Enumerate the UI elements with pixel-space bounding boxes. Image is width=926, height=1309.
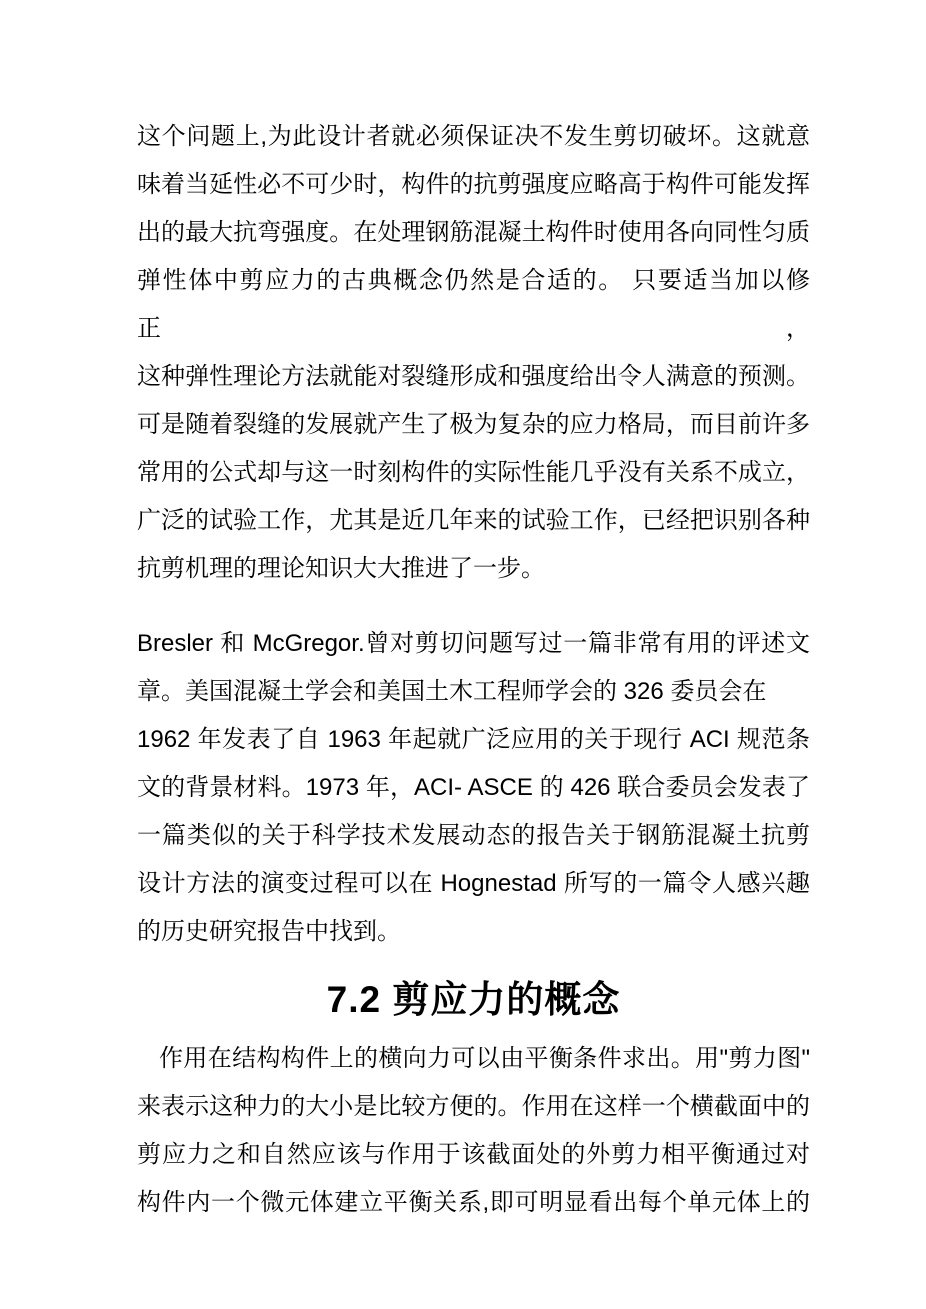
section-heading: 7.2 剪应力的概念 <box>326 979 621 1020</box>
text-line: 的历史研究报告中找到。 <box>137 918 401 945</box>
text-line: 作用在结构构件上的横向力可以由平衡条件求出。用"剪力图" <box>159 1045 810 1072</box>
text-line: 1962 年发表了自 1963 年起就广泛应用的关于现行 ACI 规范条 <box>137 726 810 753</box>
text-line: 广泛的试验工作，尤其是近几年来的试验工作，已经把识别各种 <box>137 507 810 534</box>
text-line: 这个问题上,为此设计者就必须保证决不发生剪切破坏。这就意 <box>137 123 810 150</box>
text-line: 剪应力之和自然应该与作用于该截面处的外剪力相平衡通过对 <box>137 1141 810 1168</box>
text-line: 出的最大抗弯强度。在处理钢筋混凝土构件时使用各向同性匀质 <box>137 219 810 246</box>
text-line: 可是随着裂缝的发展就产生了极为复杂的应力格局，而目前许多 <box>137 411 810 438</box>
paragraph-shear-stress-concept <box>137 1035 810 1227</box>
text-line: 这种弹性理论方法就能对裂缝形成和强度给出令人满意的预测。 <box>137 363 810 390</box>
text-line: 弹性体中剪应力的古典概念仍然是合适的。 只要适当加以修正， <box>137 267 810 342</box>
text-line: 构件内一个微元体建立平衡关系,即可明显看出每个单元体上的 <box>137 1189 810 1216</box>
text-line: 一篇类似的关于科学技术发展动态的报告关于钢筋混凝土抗剪 <box>137 822 810 849</box>
text-line: 章。美国混凝土学会和美国土木工程师学会的 326 委员会在 <box>137 678 767 705</box>
text-line: 抗剪机理的理论知识大大推进了一步。 <box>137 555 545 582</box>
text-line: 设计方法的演变过程可以在 Hognestad 所写的一篇令人感兴趣 <box>137 870 810 897</box>
text-line: 文的背景材料。1973 年，ACI- ASCE 的 426 联合委员会发表了 <box>137 774 810 801</box>
text-line: Bresler 和 McGregor.曾对剪切问题写过一篇非常有用的评述文 <box>137 630 810 657</box>
text-line: 常用的公式却与这一时刻构件的实际性能几乎没有关系不成立， <box>137 459 810 486</box>
text-line: 味着当延性必不可少时，构件的抗剪强度应略高于构件可能发挥 <box>137 171 810 198</box>
text-line: 来表示这种力的大小是比较方便的。作用在这样一个横截面中的 <box>137 1093 810 1120</box>
paragraph-literature-review <box>137 620 810 956</box>
paragraph-shear-failure <box>137 113 810 593</box>
